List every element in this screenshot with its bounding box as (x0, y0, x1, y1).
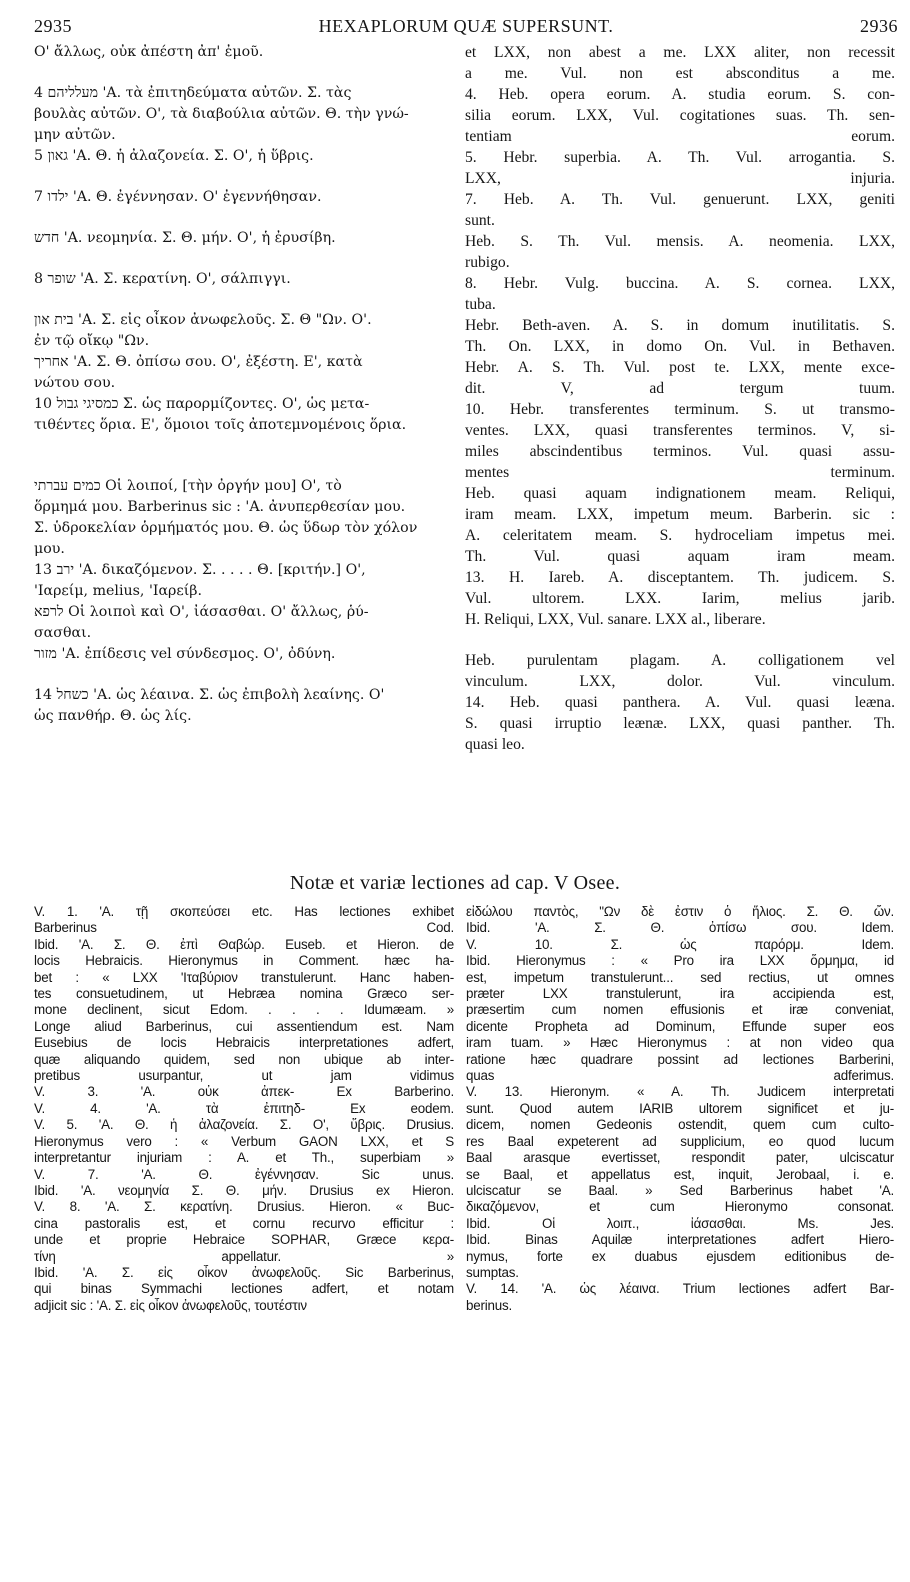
text-line: σασθαι. (34, 625, 92, 641)
section-title: Notæ et variæ lectiones ad cap. V Osee. (289, 872, 621, 894)
text-line: Hieronymus vero : « Verbum GAON LXX, et S (34, 1133, 454, 1149)
text-line: ὅρμημά μου. Barberinus sic : 'A. ἀνυπερθεσίαν μου. (34, 499, 406, 515)
text-line: dicem, nomen Gedeonis ostendit, quem cum culto- (466, 1117, 894, 1133)
notes-column-left (34, 904, 454, 1314)
text-line: V. 1. 'A. τῇ σκοπεύσει etc. Has lectiones exhibet (34, 904, 454, 919)
text-line: iram meam. LXX, impetum meum. Barberin. sic : (465, 506, 895, 523)
text-line: בית און 'Α. Σ. εἰς οἶκον ἀνωφελοῦς. Σ. Θ "Ων. O'. (34, 312, 372, 328)
text-line: mentes terminum. (465, 464, 895, 481)
text-line: et LXX, non abest a me. LXX aliter, non recessit (465, 44, 895, 61)
text-line: V. 4. 'A. τὰ ἐπιτηδ- Ex eodem. (34, 1100, 454, 1116)
text-line: quas adferimus. (466, 1068, 894, 1084)
text-line: V. 14. 'A. ὡς λέαινα. Trium lectiones adfert Bar- (466, 1281, 894, 1297)
text-line: dicente Propheta ad Dominum, Effunde super eos (466, 1018, 894, 1034)
text-line: τιθέντες ὅρια. E', ὅμοιοι τοῖς ἀποτεμνομένοις ὅρια. (34, 417, 407, 433)
text-line: S. quasi irruptio leænæ. LXX, quasi panther. Th. (465, 715, 895, 732)
text-line: Baal arasque evertisset, respondit pater, ulciscatur (466, 1150, 894, 1166)
text-line: V. 8. 'A. Σ. κερατίνη. Drusius. Hieron. « Buc- (34, 1199, 454, 1215)
text-line: Σ. ὑδροκελίαν ὁρμήματός μου. Θ. ὡς ὕδωρ τὸν χόλον (34, 520, 418, 536)
text-line: V. 7. 'A. Θ. ἐγέννησαν. Sic unus. (34, 1166, 454, 1182)
text-line: rubigo. (465, 254, 510, 271)
page-number-right: 2936 (860, 16, 898, 36)
text-line: nymus, forte ex duabus ejusdem editionibus de- (466, 1248, 894, 1264)
text-line: δικαζόμενον, et cum Hieronymo consonat. (466, 1199, 894, 1215)
text-line: לרפא Οἱ λοιποὶ καὶ O', ἰάσασθαι. O' ἄλλως, ῥύ- (34, 604, 369, 620)
text-line: V. 5. 'A. Θ. ἡ ἀλαζονεία. Σ. O', ὕβρις. Drusius. (34, 1117, 454, 1133)
text-line: a me. Vul. non est absconditus a me. (465, 65, 895, 82)
text-line: locis Hebraicis. Hieronymus in Comment. hæc ha- (34, 953, 454, 969)
text-line: adjicit sic : 'A. Σ. εἰς οἶκον ἀνωφελοῦς, τουτέστιν (34, 1297, 307, 1313)
line-gap (34, 290, 452, 310)
text-line: præsertim cum nomen effusionis et iræ conveniat, (466, 1002, 894, 1018)
text-line: μου. (34, 541, 65, 557)
text-line: גאון 5 'Α. Θ. ἡ ἀλαζονεία. Σ. O', ἡ ὕβρις. (34, 148, 314, 164)
text-line: pretibus usurpantur, ut jam vidimus (34, 1068, 454, 1084)
text-line: Hebr. Beth-aven. A. S. in domum inutilitatis. S. (465, 317, 895, 334)
text-line: ulciscatur se Baal. » Sed Barberinus habet 'A. (466, 1182, 894, 1198)
text-line: interpretantur injuriam : A. et Th., superbiam » (34, 1150, 454, 1166)
text-line: Th. Vul. quasi aquam iram meam. (465, 548, 895, 565)
text-line: Ibid. 'A. Σ. εἰς οἶκον ἀνωφελοῦς. Sic Barberinus, (34, 1264, 454, 1280)
text-line: præter LXX transtulerunt, ira accipienda est, (466, 986, 894, 1002)
text-line: Ibid. 'A. Σ. Θ. ἐπὶ Θαβώρ. Euseb. et Hieron. de (34, 936, 454, 952)
text-line: H. Reliqui, LXX, Vul. sanare. LXX al., liberare. (465, 611, 766, 628)
text-line: sunt. Quod autem IARIB ultorem significet et ju- (466, 1100, 894, 1116)
text-line: ratione hæc quadrare possint ad lectiones Barberini, (466, 1051, 894, 1067)
text-line: ὡς πανθήρ. Θ. ὡς λίς. (34, 708, 192, 724)
text-line: se Baal, et appellatus est, inquit, Jerobaal, i. e. (466, 1166, 894, 1182)
text-line: εἰδώλου παντὸς, "Ων δὲ ἐστιν ὁ ἥλιος. Σ. Θ. ὤν. (466, 904, 894, 919)
line-gap (34, 208, 452, 228)
text-line: tes consuetudinem, ut Hebræa nomina Græco ser- (34, 986, 454, 1002)
text-line: Ibid. 'A. νεομηνία Σ. Θ. μήν. Drusius ex Hieron. (34, 1182, 454, 1198)
line-gap (34, 249, 452, 269)
page-header (34, 16, 898, 42)
text-line: unde et proprie Hebraice SOPHAR, Græce κερα- (34, 1232, 454, 1248)
text-line: berinus. (466, 1297, 513, 1313)
text-line: שופר 8 'Α. Σ. κερατίνη. O', σάλπιγγι. (34, 271, 291, 287)
text-line: 10. Hebr. transferentes terminum. S. ut transmo- (465, 401, 895, 418)
text-line: 8. Hebr. Vulg. buccina. A. S. cornea. LXX, (465, 275, 895, 292)
text-line: bet : « LXX 'Ιταβύριον transtulerunt. Hanc haben- (34, 969, 454, 985)
text-line: Ibid. Hieronymus : « Pro ira LXX ὅρμημα, id (466, 953, 894, 969)
text-line: Hebr. A. S. Th. Vul. post te. LXX, mente exce- (465, 359, 895, 376)
text-line: iram tuam. » Hæc Hieronymus : at non video qua (466, 1035, 894, 1051)
text-line: כמים עברתי Οἱ λοιποί, [τὴν ὀργήν μου] O', τὸ (34, 478, 342, 494)
text-line: מעלליהם 4 'Α. τὰ ἐπιτηδεύματα αὐτῶν. Σ. τὰς (34, 85, 352, 101)
text-line: V. 3. 'A. οὐκ ἀπεκ- Ex Barberino. (34, 1084, 454, 1100)
text-line: silia eorum. LXX, Vul. cogitationes suas. Th. sen- (465, 107, 895, 124)
text-line: Ibid. Binas Aquilæ interpretationes adfert Hiero- (466, 1232, 894, 1248)
text-line: חדש 'Α. νεομηνία. Σ. Θ. μήν. O', ἡ ἐρυσίβη. (34, 230, 336, 246)
text-line: Ibid. 'A. Σ. Θ. ὀπίσω σου. Idem. (466, 920, 894, 936)
text-line: אחריך 'Α. Σ. Θ. ὀπίσω σου. O', ἐξέστη. E', κατὰ (34, 354, 363, 370)
text-line: Th. On. LXX, in domo On. Vul. in Bethaven. (465, 338, 895, 355)
text-line: 4. Heb. opera eorum. A. studia eorum. S. con- (465, 86, 895, 103)
text-line: est, impetum transtulerunt... sed rectius, ut omnes (466, 969, 894, 985)
text-line: Eusebius de locis Hebraicis interpretationes adfert, (34, 1035, 454, 1051)
line-gap (34, 456, 452, 476)
text-line: νώτου σου. (34, 375, 116, 391)
text-line: dit. V, ad tergum tuum. (465, 380, 895, 397)
text-line: Vul. ultorem. LXX. Iarim, melius jarib. (465, 590, 895, 607)
text-line: Longe aliud Barberinus, cui assentiendum est. Nam (34, 1018, 454, 1034)
text-line: Heb. purulentam plagam. A. colligationem vel (465, 652, 895, 669)
text-line: ילדו 7 'Α. Θ. ἐγέννησαν. O' ἐγεννήθησαν. (34, 189, 322, 205)
text-line: mone declinent, sicut Edom. . . . . Idumæam. » (34, 1002, 454, 1018)
text-line: vinculum. LXX, dolor. Vul. vinculum. (465, 673, 895, 690)
text-line: res Baal expeterent ad supplicium, eo quod lucum (466, 1133, 894, 1149)
text-line: τίνη appellatur. » (34, 1248, 454, 1264)
notes-column-right (466, 904, 894, 1314)
text-line: כשחל 14 'Α. ὡς λέαινα. Σ. ὡς ἐπιβολὴ λεαίνης. O' (34, 687, 385, 703)
text-line: V. 10. Σ. ὡς παρόρμ. Idem. (466, 936, 894, 952)
text-line: qui binas Symmachi lectiones adfert, et notam (34, 1281, 454, 1297)
text-line: ἐν τῷ οἴκῳ "Ων. (34, 333, 150, 349)
text-line: ventes. LXX, quasi transferentes terminos. V, si- (465, 422, 895, 439)
text-line: tentiam eorum. (465, 128, 895, 145)
text-line: μην αὐτῶν. (34, 127, 116, 143)
text-line: ירב 13 'Α. δικαζόμενον. Σ. . . . . Θ. [κριτήν.] O', (34, 562, 366, 578)
text-line: miles abscindentibus terminos. Vul. quasi assu- (465, 443, 895, 460)
text-line: Heb. quasi aquam indignationem meam. Reliqui, (465, 485, 895, 502)
text-line: cina pastoralis est, et cornu recurvo efficitur : (34, 1215, 454, 1231)
text-line: Barberinus Cod. (34, 920, 454, 936)
text-line: 'Ιαρείμ, melius, 'Ιαρείβ. (34, 583, 202, 599)
greek-hexapla-column (34, 42, 452, 727)
text-line: βουλὰς αὐτῶν. O', τὰ διαβούλια αὐτῶν. Θ. τὴν γνώ- (34, 106, 409, 122)
text-line: 14. Heb. quasi panthera. A. Vul. quasi leæna. (465, 694, 895, 711)
text-line: quasi leo. (465, 736, 525, 753)
line-gap (34, 436, 452, 456)
line-gap (465, 630, 895, 650)
text-line: tuba. (465, 296, 496, 313)
line-gap (34, 63, 452, 83)
text-line: 5. Hebr. superbia. A. Th. Vul. arrogantia. S. (465, 149, 895, 166)
text-line: מזור 'Α. ἐπίδεσις vel σύνδεσμος. O', ὀδύνη. (34, 646, 336, 662)
text-line: V. 13. Hieronym. « A. Th. Judicem interpretati (466, 1084, 894, 1100)
text-line: LXX, injuria. (465, 170, 895, 187)
text-line: sumptas. (466, 1264, 519, 1280)
line-gap (34, 167, 452, 187)
line-gap (34, 665, 452, 685)
text-line: sunt. (465, 212, 495, 229)
text-line: A. celeritatem meam. S. hydroceliam impetus mei. (465, 527, 895, 544)
running-title: HEXAPLORUM QUÆ SUPERSUNT. (318, 16, 614, 36)
text-line: quæ aliquando quidem, sed non ubique ab inter- (34, 1051, 454, 1067)
text-line: O' ἄλλως, οὐκ ἀπέστη ἀπ' ἐμοῦ. (34, 44, 264, 60)
text-line: Ibid. Οἱ λοιπ., ἰάσασθαι. Ms. Jes. (466, 1215, 894, 1231)
text-line: כמסיגי גבול 10 Σ. ὡς παρορμίζοντες. O', ὡς μετα- (34, 396, 370, 412)
latin-translation-column (465, 42, 895, 755)
text-line: 13. H. Iareb. A. disceptantem. Th. judicem. S. (465, 569, 895, 586)
page-number-left: 2935 (34, 16, 72, 36)
text-line: 7. Heb. A. Th. Vul. genuerunt. LXX, geniti (465, 191, 895, 208)
text-line: Heb. S. Th. Vul. mensis. A. neomenia. LXX, (465, 233, 895, 250)
